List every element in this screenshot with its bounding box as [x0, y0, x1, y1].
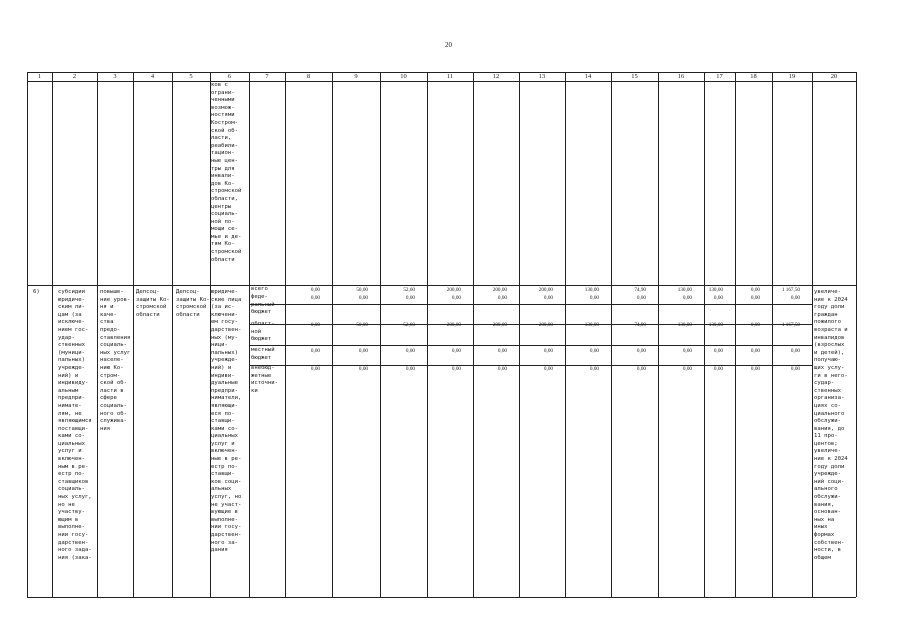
funding-value: 0,00: [358, 295, 368, 301]
funding-value: 130,00: [677, 287, 692, 293]
funding-value: 0,00: [636, 348, 646, 354]
column-header: 16: [677, 73, 685, 80]
column-rule: [52, 72, 53, 597]
funding-value: 0,00: [405, 348, 415, 354]
funding-value: 1 167,50: [781, 287, 800, 293]
funding-value: 0,00: [682, 295, 692, 301]
column-rule: [565, 72, 566, 597]
column-header: 1: [37, 73, 42, 80]
funding-value: 0,00: [497, 295, 507, 301]
funding-value: 130,00: [708, 322, 723, 328]
column-rule: [380, 72, 381, 597]
row-rule: [249, 345, 812, 346]
column-rule: [172, 72, 173, 597]
row-rule: [249, 304, 812, 305]
column-header: 6: [227, 73, 232, 80]
funding-value: 0,00: [636, 366, 646, 372]
funding-value: 50,00: [356, 322, 368, 328]
funding-value: 50,00: [356, 287, 368, 293]
column-header: 12: [492, 73, 500, 80]
column-rule: [856, 72, 857, 597]
column-rule: [658, 72, 659, 597]
measure-goal-text: повыше- ние уров- ня и каче- ства предо- ставления социаль- ных услуг населе- нию Ко- стром- ской об- ласти в сфере социаль- ного об- служива- ния: [100, 289, 131, 432]
funding-value: 0,00: [405, 295, 415, 301]
continuation-recipients-text: ков с ограни- ченными возмож- ностями Костром- ской об- ласти, реабили- тацион- ные цен- тры для инвали- дов Ко- стромской области, центры социаль- ной по- мощи се- мье и де- тям Ко- стромской области: [211, 82, 242, 263]
funding-value: 0,00: [682, 348, 692, 354]
column-rule: [332, 72, 333, 597]
funding-value: 0,00: [310, 366, 320, 372]
funding-value: 0,00: [636, 295, 646, 301]
funding-value: 0,00: [358, 366, 368, 372]
funding-value: 0,00: [405, 366, 415, 372]
funding-value: 0,00: [497, 366, 507, 372]
column-rule: [97, 72, 98, 597]
funding-value: 0,00: [750, 322, 760, 328]
funding-value: 0,00: [790, 366, 800, 372]
column-header: 13: [538, 73, 546, 80]
funding-source-label: феде- ральный бюджет: [251, 294, 275, 316]
column-header: 8: [306, 73, 311, 80]
funding-value: 0,00: [790, 348, 800, 354]
funding-value: 0,00: [713, 295, 723, 301]
funding-value: 0,00: [750, 366, 760, 372]
funding-value: 200,00: [538, 287, 553, 293]
column-rule: [285, 72, 286, 597]
column-header: 15: [631, 73, 638, 80]
column-rule: [27, 72, 28, 597]
funding-value: 52,60: [403, 322, 415, 328]
funding-value: 0,00: [713, 366, 723, 372]
funding-value: 0,00: [750, 348, 760, 354]
funding-value: 0,00: [497, 348, 507, 354]
funding-value: 200,00: [538, 322, 553, 328]
funding-value: 74,90: [634, 287, 646, 293]
funding-value: 130,00: [677, 322, 692, 328]
funding-value: 0,00: [589, 366, 599, 372]
funding-value: 0,00: [310, 287, 320, 293]
funding-value: 0,00: [451, 295, 461, 301]
funding-value: 130,00: [584, 287, 599, 293]
expected-result-text: увеличе- ние к 2024 году доли граждан пожилого возраста и инвалидов (взрослых и детей), получаю- щих услу- ги в него- судар- ственных организа- циях со- циального обслужи- вания, до 11 про- центов; увеличе- ние к 2024 году доли учрежде- ний соци- ального обслужи- вания, основан- ных на иных формах собствен- ности, в общем: [814, 289, 848, 561]
funding-value: 200,00: [492, 322, 507, 328]
column-header: 10: [400, 73, 407, 80]
funding-value: 200,00: [446, 322, 461, 328]
funding-value: 52,60: [403, 287, 415, 293]
funding-source-label: област- ной бюджет: [251, 321, 275, 343]
funding-value: 74,90: [634, 322, 646, 328]
column-header: 11: [446, 73, 454, 80]
column-header: 5: [189, 73, 193, 80]
funding-value: 0,00: [589, 348, 599, 354]
funding-value: 200,00: [446, 287, 461, 293]
column-rule: [772, 72, 773, 597]
funding-value: 0,00: [543, 348, 553, 354]
column-rule: [249, 72, 250, 597]
funding-value: 200,00: [492, 287, 507, 293]
column-rule: [519, 72, 520, 597]
funding-source-label: всего: [251, 286, 268, 292]
column-header: 3: [113, 73, 117, 80]
funding-value: 0,00: [310, 322, 320, 328]
column-header: 18: [750, 73, 757, 80]
column-header: 14: [584, 73, 592, 80]
column-rule: [473, 72, 474, 597]
funding-value: 0,00: [310, 295, 320, 301]
funding-value: 0,00: [790, 295, 800, 301]
column-rule: [812, 72, 813, 597]
column-header: 19: [788, 73, 796, 80]
funding-source-label: местный бюджет: [251, 347, 275, 361]
column-rule: [427, 72, 428, 597]
row-rule: [27, 597, 856, 598]
column-header: 7: [265, 73, 269, 80]
funding-value: 0,00: [589, 295, 599, 301]
column-header: 4: [150, 73, 155, 80]
column-rule: [735, 72, 736, 597]
row-rule: [27, 285, 856, 286]
funding-value: 130,00: [584, 322, 599, 328]
row-rule: [27, 81, 856, 82]
funding-value: 0,00: [750, 295, 760, 301]
row-number: 6): [33, 289, 40, 295]
page-number: 20: [445, 41, 452, 49]
column-header: 9: [354, 73, 358, 80]
funding-value: 0,00: [451, 348, 461, 354]
funding-value: 0,00: [358, 348, 368, 354]
column-rule: [704, 72, 705, 597]
funding-value: 0,00: [682, 366, 692, 372]
funding-value: 130,00: [708, 287, 723, 293]
funding-value: 0,00: [713, 348, 723, 354]
funding-value: 1 167,50: [781, 322, 800, 328]
column-header: 2: [72, 73, 77, 80]
column-header: 17: [716, 73, 723, 80]
funding-value: 0,00: [451, 366, 461, 372]
budget-table: [27, 72, 856, 597]
recipients-text: юридиче- ские лица (за ис- ключени- ем госу- дарствен- ных (му- ници- пальных) учрежде- ний) и индиви- дуальные предпри- ниматели, являющи- еся по- ставщи- ками со- циальных услуг и включен- ные в ре- естр по- ставщи- ков соци- альных услуг, но не участ- вующие в выполне- нии госу- дарствен- ного за- дания: [211, 289, 242, 554]
funding-value: 0,00: [543, 295, 553, 301]
funding-value: 0,00: [750, 287, 760, 293]
co-executor-text: Депсоц- защиты Ко- стромской области: [176, 289, 210, 318]
funding-source-label: внебюд- жетные источни- ки: [251, 365, 278, 394]
responsible-executor-text: Депсоц- защиты Ко- стромской области: [136, 289, 170, 318]
funding-value: 0,00: [310, 348, 320, 354]
funding-value: 0,00: [543, 366, 553, 372]
column-rule: [133, 72, 134, 597]
column-header: 20: [830, 73, 838, 80]
column-rule: [611, 72, 612, 597]
measure-name-text: субсидии юридиче- ским ли- цам (за исключе- нием гос- удар- ственных (муници- пальных) учрежде- ний) и индивиду- альным предпри- нимате- лям, не являющимся поставщи- ками со- циальных услуг и включен- ным в ре- естр по- ставщиков социаль- ных услуг, но не участву- ющим в выполне- нии госу- дарствен- ного зада- ния (зака-: [58, 289, 92, 561]
